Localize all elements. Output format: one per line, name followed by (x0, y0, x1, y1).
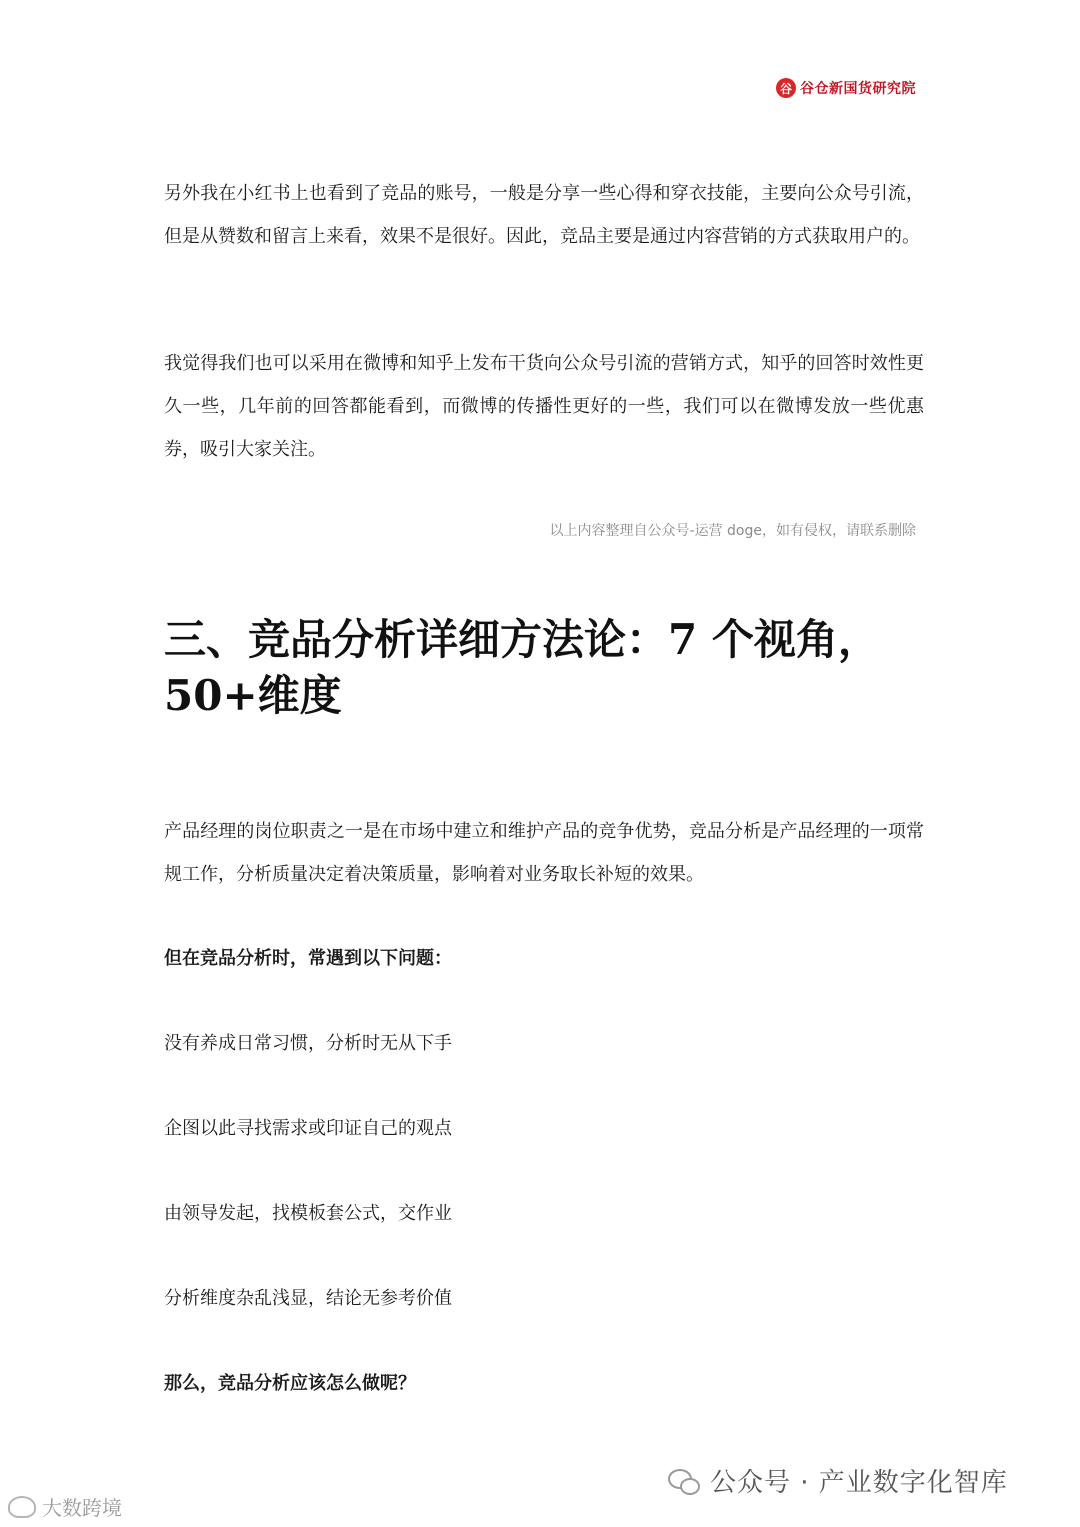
corner-logo-icon (8, 1496, 36, 1518)
intro-paragraph: 产品经理的岗位职责之一是在市场中建立和维护产品的竞争优势，竞品分析是产品经理的一项常规工作，分析质量决定着决策质量，影响着对业务取长补短的效果。 (164, 821, 924, 885)
problem-item: 没有养成日常习惯，分析时无从下手 (164, 1033, 452, 1054)
brand-logo (776, 78, 916, 98)
closing-question: 那么，竞品分析应该怎么做呢？ (164, 1373, 416, 1394)
paragraph-1: 另外我在小红书上也看到了竞品的账号，一般是分享一些心得和穿衣技能，主要向公众号引流，但是从赞数和留言上来看，效果不是很好。因此，竞品主要是通过内容营销的方式获取用户的。 (164, 183, 924, 247)
brand-logo-icon: 谷 (776, 78, 796, 98)
source-note: 以上内容整理自公众号-运营 doge，如有侵权，请联系删除 (549, 523, 916, 539)
footer-watermark (668, 1462, 1008, 1499)
problem-item: 由领导发起，找模板套公式，交作业 (164, 1203, 452, 1224)
brand-name: 谷仓新国货研究院 (800, 81, 916, 97)
corner-watermark (8, 1492, 122, 1521)
section-title: 三、竞品分析详细方法论：7 个视角，50+维度 (164, 615, 880, 720)
problem-item: 分析维度杂乱浅显，结论无参考价值 (164, 1288, 452, 1309)
problems-heading: 但在竞品分析时，常遇到以下问题： (164, 948, 452, 969)
wechat-icon (668, 1467, 700, 1495)
footer-watermark-text: 公众号 · 产业数字化智库 (710, 1468, 1008, 1498)
corner-watermark-text: 大数跨境 (42, 1496, 122, 1520)
problem-item: 企图以此寻找需求或印证自己的观点 (164, 1118, 452, 1139)
paragraph-2: 我觉得我们也可以采用在微博和知乎上发布干货向公众号引流的营销方式，知乎的回答时效性更久一些，几年前的回答都能看到，而微博的传播性更好的一些，我们可以在微博发放一些优惠券，吸引大家关注。 (164, 353, 924, 460)
